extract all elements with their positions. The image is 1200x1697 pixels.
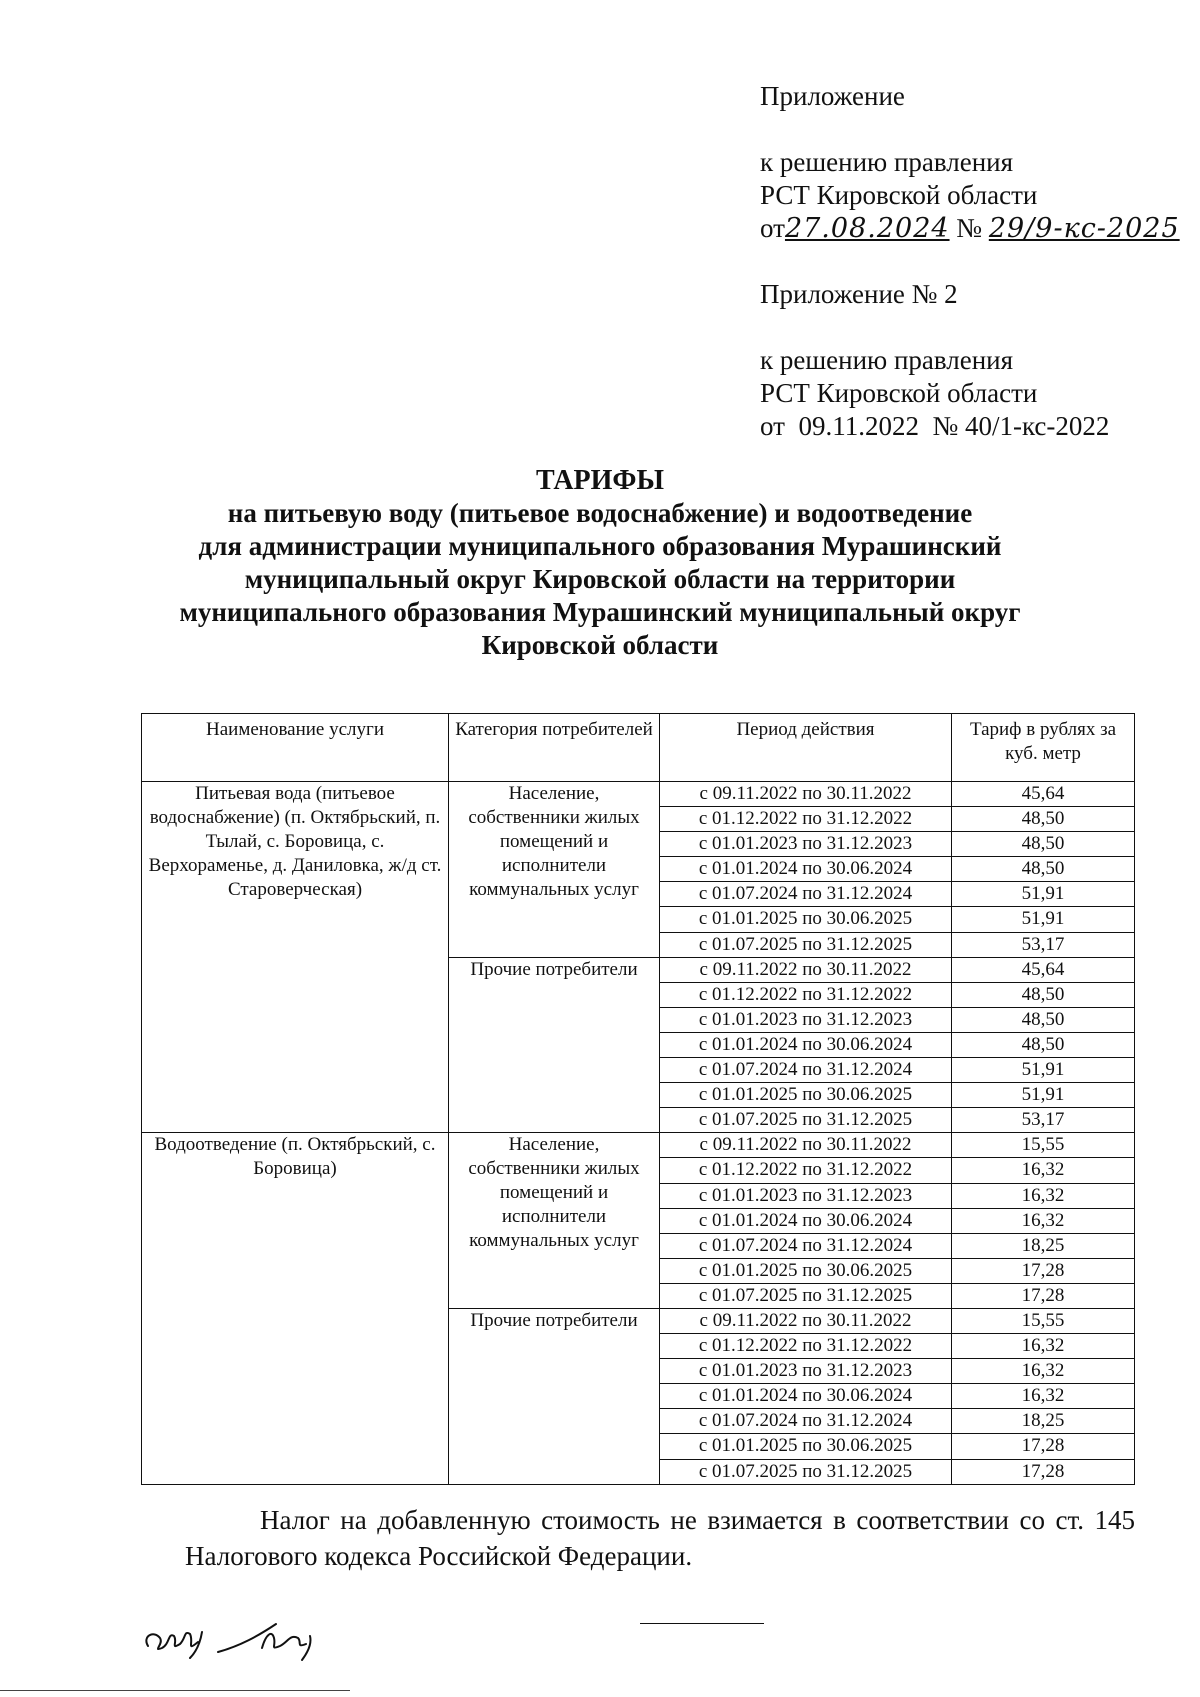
tariff-cell: 15,55 [952,1308,1135,1333]
tariff-cell: 53,17 [952,932,1135,957]
period-cell: с 09.11.2022 по 30.11.2022 [660,957,952,982]
service-name-cell: Водоотведение (п. Октябрьский, с. Боровица) [142,1133,449,1484]
category-cell: Прочие потребители [449,1308,660,1484]
tariff-cell: 51,91 [952,882,1135,907]
period-cell: с 01.12.2022 по 31.12.2022 [660,1158,952,1183]
period-cell: с 01.07.2024 по 31.12.2024 [660,1233,952,1258]
period-cell: с 01.07.2024 по 31.12.2024 [660,1409,952,1434]
signature-mark [140,1608,340,1668]
table-header-row [142,714,1135,782]
period-cell: с 09.11.2022 по 30.11.2022 [660,1308,952,1333]
tariff-cell: 51,91 [952,1083,1135,1108]
tariff-cell: 45,64 [952,782,1135,807]
table-row [142,1133,1135,1158]
table-row [142,782,1135,807]
handwritten-date: 27.08.2024 [784,213,950,244]
tariff-cell: 53,17 [952,1108,1135,1133]
tariff-cell: 16,32 [952,1208,1135,1233]
date-prefix: от [760,213,785,243]
bottom-rule [0,1690,350,1691]
vat-note-text: Налог на добавленную стоимость не взимается в соответствии со ст. 145 Налогового кодекса Российской Федерации. [185,1505,1135,1571]
appendix-title: Приложение [760,81,905,111]
period-cell: с 01.01.2024 по 30.06.2024 [660,1384,952,1409]
period-cell: с 01.12.2022 по 31.12.2022 [660,1334,952,1359]
tariff-cell: 18,25 [952,1233,1135,1258]
period-cell: с 09.11.2022 по 30.11.2022 [660,1133,952,1158]
tariff-cell: 48,50 [952,1007,1135,1032]
period-cell: с 09.11.2022 по 30.11.2022 [660,782,952,807]
tariff-cell: 48,50 [952,1032,1135,1057]
tariff-cell: 16,32 [952,1158,1135,1183]
period-cell: с 01.01.2025 по 30.06.2025 [660,1083,952,1108]
tariff-cell: 45,64 [952,957,1135,982]
title-line-2: для администрации муниципального образования Мурашинский [198,531,1002,561]
period-cell: с 01.07.2025 по 31.12.2025 [660,1108,952,1133]
end-divider [640,1623,764,1624]
period-cell: с 01.07.2025 по 31.12.2025 [660,1283,952,1308]
decision-date-number-2: от 09.11.2022 № 40/1-кс-2022 [760,411,1110,441]
period-cell: с 01.07.2024 по 31.12.2024 [660,882,952,907]
header-tariff: Тариф в рублях за куб. метр [952,714,1135,782]
tariff-cell: 17,28 [952,1258,1135,1283]
tariff-cell: 48,50 [952,982,1135,1007]
tariff-cell: 16,32 [952,1359,1135,1384]
tariff-cell: 16,32 [952,1183,1135,1208]
tariff-cell: 48,50 [952,832,1135,857]
period-cell: с 01.01.2025 по 30.06.2025 [660,907,952,932]
title-line-3: муниципальный округ Кировской области на территории [244,564,956,594]
tariff-cell: 17,28 [952,1283,1135,1308]
service-name-cell: Питьевая вода (питьевое водоснабжение) (п. Октябрьский, п. Тылай, с. Боровица, с. Верхораменье, д. Даниловка, ж/д ст. Староверческая) [142,782,449,1133]
header-service: Наименование услуги [142,714,449,782]
appendix-header [760,80,1180,443]
title-line-4: муниципального образования Мурашинский муниципальный округ [179,597,1021,627]
period-cell: с 01.01.2023 по 31.12.2023 [660,1359,952,1384]
period-cell: с 01.01.2024 по 30.06.2024 [660,1032,952,1057]
vat-note [185,1502,1135,1574]
document-title [160,464,1040,662]
title-line-1: на питьевую воду (питьевое водоснабжение) и водоотведение [227,498,973,528]
header-category: Категория потребителей [449,714,660,782]
period-cell: с 01.12.2022 по 31.12.2022 [660,807,952,832]
category-cell: Население, собственники жилых помещений и исполнители коммунальных услуг [449,782,660,958]
authority-line: РСТ Кировской области [760,180,1038,210]
tariff-cell: 48,50 [952,807,1135,832]
period-cell: с 01.07.2025 по 31.12.2025 [660,1459,952,1484]
period-cell: с 01.01.2023 по 31.12.2023 [660,1007,952,1032]
period-cell: с 01.01.2024 по 30.06.2024 [660,1208,952,1233]
period-cell: с 01.01.2023 по 31.12.2023 [660,1183,952,1208]
period-cell: с 01.01.2025 по 30.06.2025 [660,1434,952,1459]
decision-line: к решению правления [760,147,1014,177]
authority-line-2: РСТ Кировской области [760,378,1038,408]
header-period: Период действия [660,714,952,782]
title-main: ТАРИФЫ [536,465,664,496]
tariff-cell: 16,32 [952,1334,1135,1359]
period-cell: с 01.01.2024 по 30.06.2024 [660,857,952,882]
appendix-2-title: Приложение № 2 [760,279,958,309]
decision-date-number [760,212,1180,245]
tariff-cell: 18,25 [952,1409,1135,1434]
decision-line-2: к решению правления [760,345,1014,375]
tariff-cell: 51,91 [952,1058,1135,1083]
period-cell: с 01.12.2022 по 31.12.2022 [660,982,952,1007]
tariff-cell: 17,28 [952,1434,1135,1459]
category-cell: Прочие потребители [449,957,660,1133]
period-cell: с 01.07.2025 по 31.12.2025 [660,932,952,957]
tariff-cell: 48,50 [952,857,1135,882]
tariff-cell: 17,28 [952,1459,1135,1484]
period-cell: с 01.01.2025 по 30.06.2025 [660,1258,952,1283]
table-body [142,782,1135,1485]
period-cell: с 01.01.2023 по 31.12.2023 [660,832,952,857]
period-cell: с 01.07.2024 по 31.12.2024 [660,1058,952,1083]
number-sign: № [956,213,983,243]
tariff-cell: 15,55 [952,1133,1135,1158]
handwritten-number: 29/9-кс-2025 [988,213,1180,244]
tariff-cell: 16,32 [952,1384,1135,1409]
title-line-5: Кировской области [481,630,719,660]
tariffs-table [141,713,1135,1485]
tariff-cell: 51,91 [952,907,1135,932]
category-cell: Население, собственники жилых помещений и исполнители коммунальных услуг [449,1133,660,1309]
